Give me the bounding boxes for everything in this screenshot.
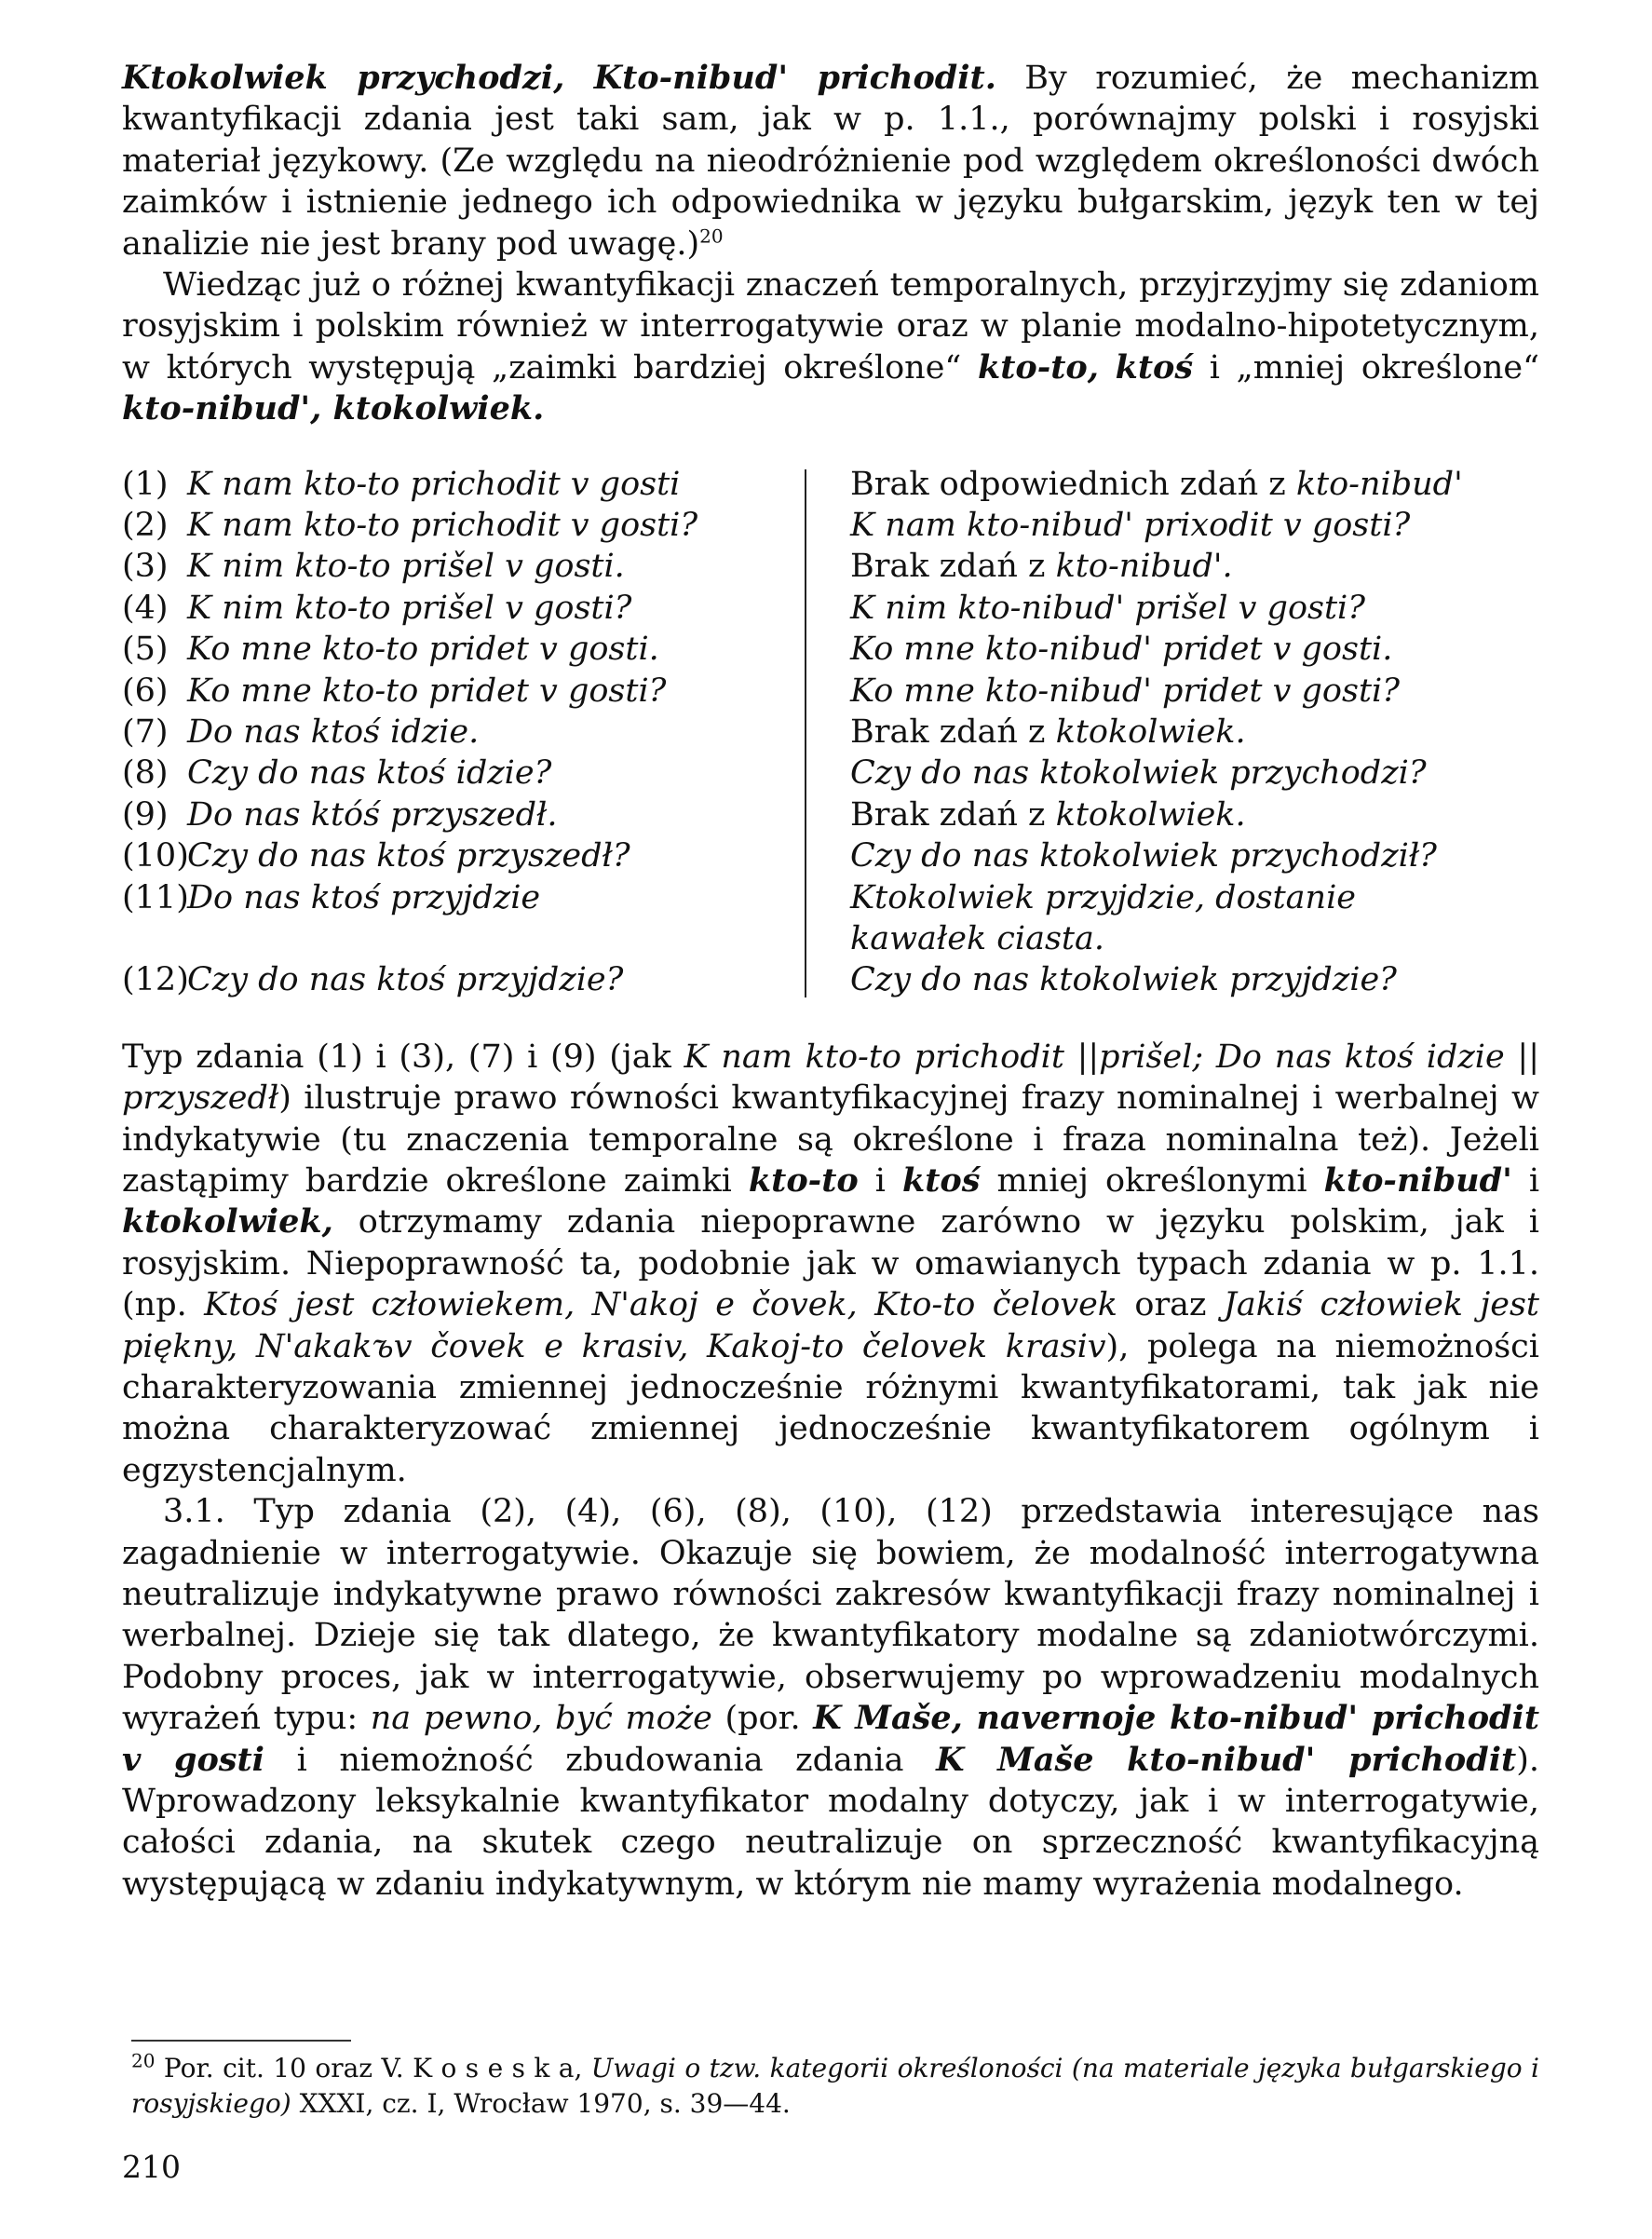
italic-phrase: Ktoś jest człowiekem, N'akoj e čovek, Kto-to čelovek: [204, 1286, 1118, 1324]
example-row: [850, 794, 1539, 835]
italic-phrase: Ko mne kto-nibud' pridet v gosti.: [850, 631, 1393, 669]
example-table: [122, 464, 1539, 1001]
italic-phrase: kto-nibud'.: [1055, 548, 1233, 586]
example-sentence-right: [850, 505, 1410, 546]
example-number: (12): [122, 961, 189, 999]
example-column-left: [122, 464, 807, 1001]
text-run: i „mniej określone“: [1193, 348, 1539, 387]
example-number: (10): [122, 837, 189, 875]
paragraph-3: [122, 1037, 1539, 1491]
example-row: [122, 794, 807, 835]
italic-phrase: K Maše, navernoje kto-nibud' prichodit v gosti: [122, 1699, 1539, 1779]
example-row: [850, 712, 1539, 753]
footnote-number: 20: [131, 2049, 156, 2072]
paragraph-1: [122, 58, 1539, 265]
text-run: mniej określonymi: [980, 1161, 1324, 1200]
example-number: (3): [122, 548, 169, 586]
text-run: ). Wprowadzony leksykalnie kwantyfikator modalny dotyczy, jak i w interrogatywie, całości zdania, na skutek czego neutralizuje on sprzeczność kwantyfikacyjną występującą w zdaniu indykatywnym, w którym nie mamy wyrażenia modalnego.: [122, 1741, 1539, 1903]
text-run: i: [1511, 1161, 1540, 1200]
italic-phrase: K Maše kto-nibud' prichodit: [936, 1740, 1517, 1779]
text-run: Brak odpowiednich zdań z: [850, 465, 1296, 503]
example-sentence-left: Czy do nas ktoś przyszedł?: [187, 837, 630, 875]
author-name: K o s e s k a,: [413, 2053, 583, 2083]
example-row: [122, 505, 807, 546]
example-number: (5): [122, 631, 169, 669]
italic-phrase: ktokolwiek.: [1055, 795, 1246, 834]
example-sentence-left: K nim kto-to prišel v gosti?: [187, 589, 632, 627]
italic-phrase: ktokolwiek,: [122, 1202, 333, 1242]
example-sentence-left: Czy do nas ktoś idzie?: [187, 754, 552, 793]
example-row: [122, 546, 807, 587]
text-run: Typ zdania (1) i (3), (7) i (9) (jak: [122, 1038, 684, 1076]
text-run: By rozumieć, że mechanizm kwantyfikacji zdania jest taki sam, jak w p. 1.1., porównajmy polski i rosyjski materiał językowy. (Ze względu na nieodróżnienie pod względem określoności dwóch zaimków i istnienie jednego ich odpowiednika w języku bułgarskim, język ten w tej analizie nie jest brany pod uwagę.): [122, 60, 1540, 263]
example-sentence-right: [850, 588, 1365, 629]
page-number: 210: [122, 2149, 181, 2185]
example-sentence-left: Do nas któś przyszedł.: [187, 795, 558, 834]
example-row: [850, 877, 1539, 960]
column-divider: [805, 469, 806, 997]
example-sentence-left: K nam kto-to prichodit v gosti?: [187, 507, 698, 545]
example-sentence-right: [850, 629, 1392, 670]
italic-phrase: kto-to: [748, 1160, 859, 1200]
italic-phrase: kto-nibud': [1295, 465, 1463, 503]
text-run: ) ilustruje prawo równości kwantyfikacyjnej frazy nominalnej i werbalnej w indykatywie (tu znaczenia temporalne są określone i fraza nominalna też). Jeżeli zastąpimy bardzie określone zaimki: [122, 1079, 1539, 1200]
example-row: [122, 753, 807, 794]
example-row: [122, 629, 807, 670]
example-row: [850, 464, 1539, 505]
text-run: Brak zdań z: [850, 713, 1056, 751]
example-number: (8): [122, 754, 169, 793]
example-number: (2): [122, 507, 169, 545]
text-run: i: [858, 1161, 902, 1200]
italic-phrase: K nam kto-nibud' prixodit v gosti?: [850, 507, 1411, 545]
example-sentence-left: K nam kto-to prichodit v gosti: [187, 465, 681, 503]
italic-phrase: Czy do nas ktokolwiek przychodzi?: [850, 754, 1427, 793]
example-row: [850, 588, 1539, 629]
footnote-divider: [131, 2040, 351, 2042]
italic-phrase: Ktokolwiek przyjdzie, dostanie kawałek ciasta.: [850, 878, 1356, 957]
italic-phrase: K nim kto-nibud' prišel v gosti?: [850, 589, 1366, 627]
text-run: Wiedząc już o różnej kwantyfikacji znaczeń temporalnych, przyjrzyjmy się zdaniom rosyjskim i polskim również w interrogatywie oraz w planie modalno-hipotetycznym, w których występują „zaimki bardziej określone“: [122, 266, 1539, 387]
example-column-right: [807, 464, 1539, 1001]
example-row: [850, 753, 1539, 794]
example-sentence-right: [850, 959, 1397, 1000]
example-row: [122, 588, 807, 629]
paragraph-2: [122, 265, 1539, 430]
example-sentence-right: [850, 835, 1437, 876]
example-sentence-left: Czy do nas ktoś przyjdzie?: [187, 961, 624, 999]
italic-phrase: ktoś: [901, 1160, 981, 1200]
italic-phrase: Jakiś człowiek jest piękny, N'akakъv čovek e krasiv, Kakoj-to čelovek krasiv: [122, 1286, 1539, 1365]
text-run: (por.: [711, 1700, 814, 1738]
example-row: [850, 505, 1539, 546]
example-row: [850, 835, 1539, 876]
example-row: [122, 959, 807, 1000]
example-row: [850, 546, 1539, 587]
italic-phrase: Czy do nas ktokolwiek przychodził?: [850, 837, 1437, 875]
text-run: Por. cit. 10 oraz V.: [155, 2053, 413, 2083]
italic-phrase: ktokolwiek.: [1055, 713, 1246, 751]
text-run: ), polega na niemożności charakteryzowania zmiennej jednocześnie różnymi kwantyfikatorami, tak jak nie można charakteryzować zmiennej jednocześnie kwantyfikatorem ogólnym i egzystencjalnym.: [122, 1327, 1539, 1489]
example-row: [122, 671, 807, 712]
paragraph-4: [122, 1491, 1539, 1905]
italic-phrase: na pewno, być może: [370, 1700, 712, 1738]
example-row: [122, 464, 807, 505]
example-row: [122, 877, 807, 960]
footnote: [131, 2051, 1539, 2122]
text-run: otrzymamy zdania niepoprawne zarówno w języku polskim, jak i rosyjskim. Niepoprawność ta, podobnie jak w omawianych typach zdania w p. 1.1. (np.: [122, 1203, 1539, 1324]
example-number: (1): [122, 465, 169, 503]
example-sentence-right: [850, 671, 1400, 712]
italic-phrase: kto-nibud', ktokolwiek.: [122, 389, 545, 428]
example-sentence-right: [850, 753, 1427, 794]
text-run: 3.1. Typ zdania (2), (4), (6), (8), (10), (12) przedstawia interesujące nas zagadnienie w interrogatywie. Okazuje się bowiem, że modalność interrogatywna neutralizuje indykatywne prawo równości zakresów kwantyfikacji frazy nominalnej i werbalnej. Dzieje się tak dlatego, że kwantyfikatory modalne są zdaniotwórczymi. Podobny proces, jak w interrogatywie, obserwujemy po wprowadzeniu modalnych wyrażeń typu:: [122, 1493, 1539, 1738]
example-sentence-right: [850, 794, 1246, 835]
page-body: [122, 58, 1539, 1905]
example-number: (7): [122, 713, 169, 751]
example-number: (4): [122, 589, 169, 627]
italic-phrase: kto-nibud': [1323, 1160, 1512, 1200]
text-run: Brak zdań z: [850, 795, 1056, 834]
example-row: [850, 629, 1539, 670]
example-sentence-left: Do nas ktoś idzie.: [187, 713, 480, 751]
text-run: oraz: [1117, 1286, 1224, 1324]
example-row: [122, 712, 807, 753]
footnote-reference[interactable]: 20: [699, 224, 724, 247]
italic-title: Uwagi o tzw. kategorii określoności (na materiale języka bułgarskiego i rosyjskiego): [131, 2053, 1539, 2119]
italic-phrase: Ko mne kto-nibud' pridet v gosti?: [850, 672, 1400, 710]
text-run: [1099, 349, 1116, 387]
example-number: (9): [122, 795, 169, 834]
example-sentence-left: Do nas ktoś przyjdzie: [187, 878, 541, 916]
example-sentence-right: [850, 546, 1233, 587]
example-sentence-left: K nim kto-to prišel v gosti.: [187, 548, 625, 586]
example-sentence-right: [850, 877, 1446, 960]
italic-phrase: ktoś: [1115, 347, 1194, 387]
example-row: [122, 835, 807, 876]
italic-phrase: K nam kto-to prichodit ||prišel; Do nas ktoś idzie || przyszedł: [122, 1038, 1539, 1118]
text-run: Brak zdań z: [850, 548, 1056, 586]
italic-phrase: Ktokolwiek przychodzi, Kto-nibud' prichodit.: [122, 59, 996, 97]
italic-phrase: Czy do nas ktokolwiek przyjdzie?: [850, 961, 1397, 999]
example-number: (11): [122, 878, 189, 916]
italic-phrase: kto-to,: [977, 347, 1099, 387]
example-number: (6): [122, 672, 169, 710]
example-row: [850, 959, 1539, 1000]
example-sentence-left: Ko mne kto-to pridet v gosti.: [187, 631, 659, 669]
text-run: i niemożność zbudowania zdania: [264, 1741, 937, 1779]
example-sentence-right: [850, 464, 1463, 505]
example-row: [850, 671, 1539, 712]
example-sentence-right: [850, 712, 1246, 753]
example-sentence-left: Ko mne kto-to pridet v gosti?: [187, 672, 667, 710]
text-run: XXXI, cz. I, Wrocław 1970, s. 39—44.: [291, 2088, 791, 2119]
